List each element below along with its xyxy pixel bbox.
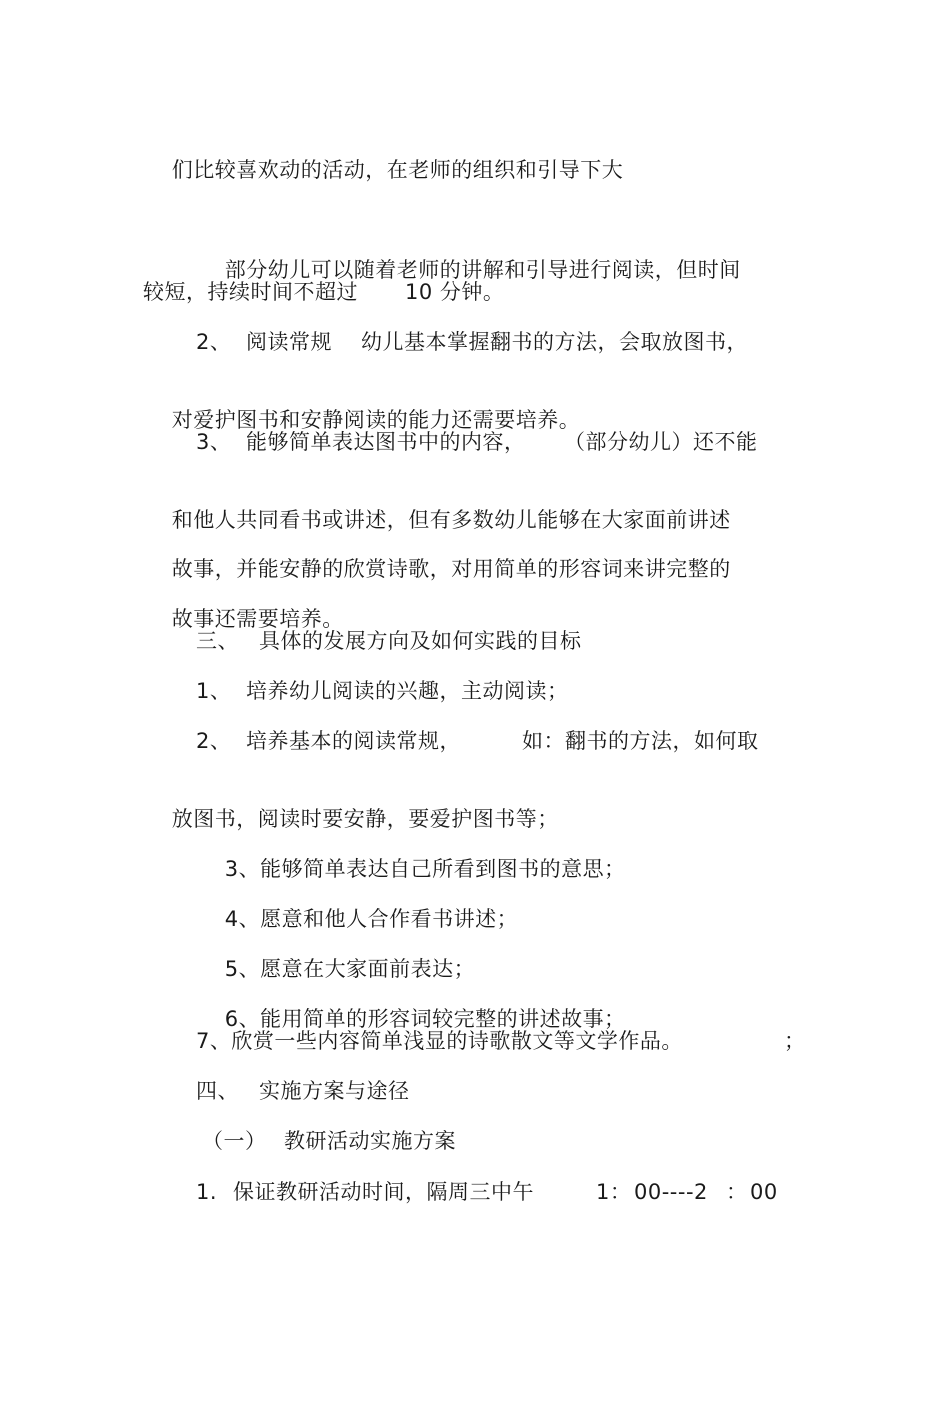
text-line [143, 128, 623, 212]
text-segment: ； [784, 1029, 806, 1053]
text-segment: 10 分钟。 [405, 280, 505, 304]
text-segment: 6、能用简单的形容词较完整的讲述故事； [224, 1007, 626, 1031]
text-segment: 放图书，阅读时要安静，要爱护图书等； [171, 807, 559, 831]
text-segment: 们比较喜欢动的活动，在老师的组织和引导下大 [171, 158, 624, 182]
text-segment: 故事还需要培养。 [171, 607, 344, 631]
text-segment: 和他人共同看书或讲述，但有多数幼儿能够在大家面前讲述 [171, 508, 731, 532]
text-segment: 培养幼儿阅读的兴趣，主动阅读； [246, 679, 569, 703]
list-number: 2、 [196, 330, 232, 354]
list-number: 3、 [196, 430, 232, 454]
list-number: 1. [196, 1180, 218, 1204]
list-item [196, 1178, 816, 1402]
text-segment: （部分幼儿）还不能 [564, 430, 758, 454]
section-number: 四、 [196, 1079, 239, 1103]
text-segment: 故事，并能安静的欣赏诗歌，对用简单的形容词来讲完整的 [171, 557, 731, 581]
text-segment: 如：翻书的方法，如何取 [522, 729, 759, 753]
text-segment: 能够简单表达图书中的内容， [246, 430, 526, 454]
time-separator: ： [726, 1180, 748, 1204]
text-segment: 4、愿意和他人合作看书讲述； [224, 907, 519, 931]
section-number: 三、 [196, 629, 239, 653]
text-segment: 3、能够简单表达自己所看到图书的意思； [224, 857, 626, 881]
time-range: 00----2 [634, 1180, 708, 1204]
text-segment: 幼儿基本掌握翻书的方法，会取放图书， [361, 330, 748, 354]
subsection-number: （一） [202, 1129, 267, 1153]
list-number: 2、 [196, 729, 232, 753]
section-title: 具体的发展方向及如何实践的目标 [259, 629, 582, 653]
subsection-title: 教研活动实施方案 [284, 1129, 456, 1153]
text-segment: 对爱护图书和安静阅读的能力还需要培养。 [171, 408, 581, 432]
text-segment: 保证教研活动时间，隔周三中午 [233, 1180, 534, 1204]
text-segment: 7、欣赏一些内容简单浅显的诗歌散文等文学作品。 [196, 1029, 683, 1053]
time-start: 1： [596, 1180, 632, 1204]
time-end: 00 [750, 1180, 778, 1204]
text-segment: 5、愿意在大家面前表达； [224, 957, 476, 981]
text-segment: 培养基本的阅读常规， [246, 729, 461, 753]
text-segment: 部分幼儿可以随着老师的讲解和引导进行阅读，但时间 [224, 258, 741, 282]
list-heading: 阅读常规 [246, 330, 332, 354]
section-title: 实施方案与途径 [259, 1079, 410, 1103]
text-segment: 较短，持续时间不超过 [143, 280, 358, 304]
list-number: 1、 [196, 679, 232, 703]
